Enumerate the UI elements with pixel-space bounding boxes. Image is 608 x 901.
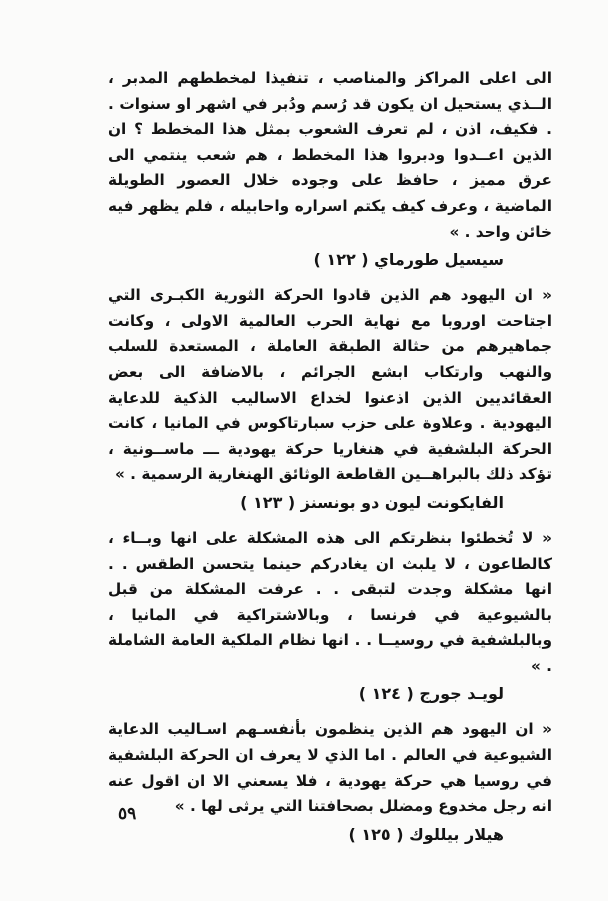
quote-tormay: « ان اليهود هم الذين قادوا الحركة الثورية الكبـرى التي اجتاحت اوروبا مع نهاية الحرب العالمية الاولى ، وكانت جماهيرهم من حثالة الطبقة العاملة ، المستعدة للسلب والنهب وارتكاب ابشع الجرائم ، بالاضافة الى بعض العقائديين الذين اذعنوا لخداع الاساليب الذكية للدعاية اليهودية . وعلاوة على حزب سبارتاكوس في المانيا ، كانت الحركة البلشفية في هنغاريا حركة يهودية ـــ ماســونية ، تؤكد ذلك بالبراهــين القاطعة الوثائق الهنغارية الرسمية . » xyxy=(108,286,552,484)
attribution-belloc: هيلار بيللوك ( ١٢٥ ) xyxy=(348,824,504,844)
quote-lloyd-george: « ان اليهود هم الذين ينظمون بأنفسـهم اسـاليب الدعاية الشيوعية في العالم . اما الذي لا يعرف ان الحركة البلشفية في روسيا هي حركة يهودية ، فلا يسعني الا ان اقول عنه انه رجل مخدوع ومضلل بصحافتنا التي يرثى لها . » xyxy=(108,720,552,816)
attribution-poncins: الفايكونت ليون دو بونسنز ( ١٢٣ ) xyxy=(240,492,504,512)
paragraph-continuation: الى اعلى المراكز والمناصب ، تنفيذا لمخططهم المدبر ، الــذي يستحيل ان يكون قد رُسم ودُبر في اشهر او سنوات . . فكيف، اذن ، لم تعرف الشعوب بمثل هذا المخطط ؟ ان الذين اعــدوا ودبروا هذا المخطط ، هم شعب ينتمي الى عرق مميز ، حافظ على وجوده خلال العصور الطويلة الماضية ، وعرف كيف يكتم اسراره واحابيله ، فلم يظهر فيه خائن واحد . » xyxy=(108,69,552,241)
page-number: ٥٩ xyxy=(118,804,137,824)
page-text xyxy=(108,66,552,850)
quote-poncins: « لا تُخطئوا بنظرتكم الى هذه المشكلة على انها وبــاء ، كالطاعون ، لا يلبث ان يغادركم حينما يتحسن الطقس . . انها مشكلة وجدت لتبقى . . عرفت المشكلة من قبل بالشيوعية في فرنسا ، وبالاشتراكية في المانيا ، وبالبلشفية في روسيــا . . انها نظام الملكية العامة الشاملة . » xyxy=(108,528,552,675)
attribution-tormay: سيسيل طورماي ( ١٢٢ ) xyxy=(313,250,504,270)
attribution-lloyd-george: لويـد جورج ( ١٢٤ ) xyxy=(358,684,504,704)
